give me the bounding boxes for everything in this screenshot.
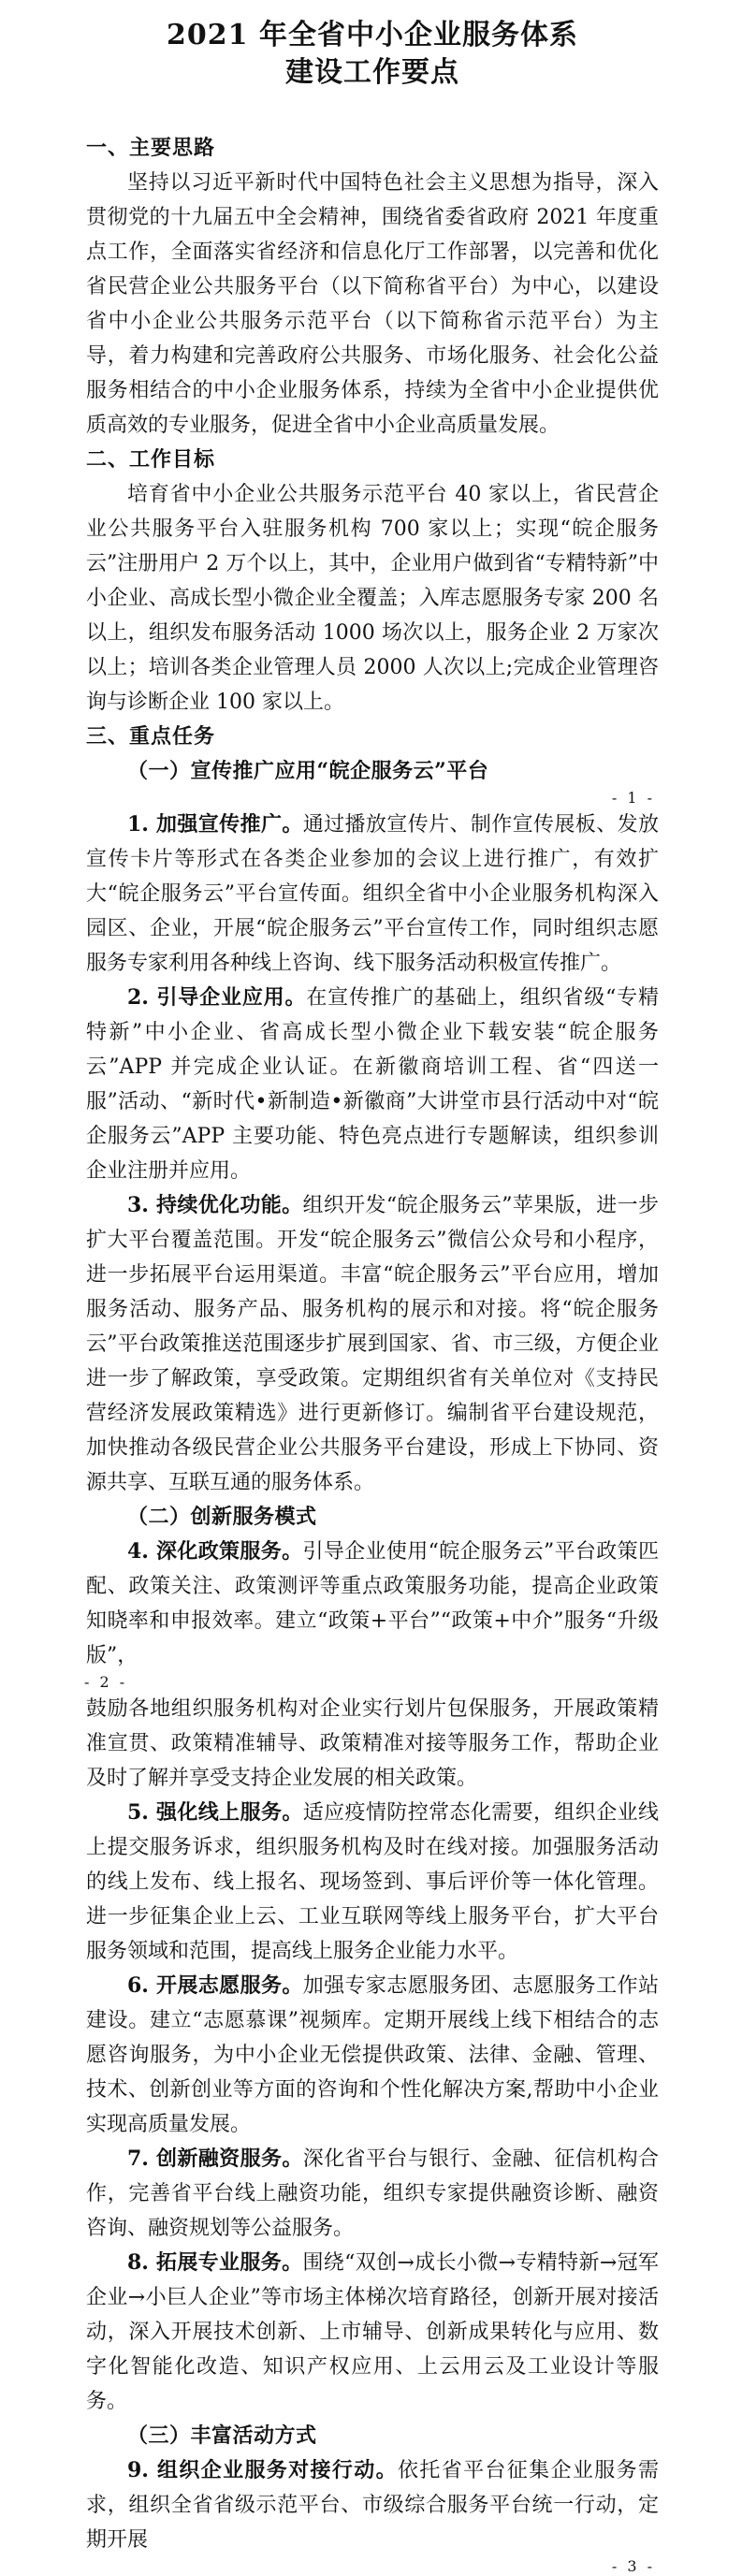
item-6-lead: 6. 开展志愿服务。 xyxy=(127,1973,303,1998)
item-4-lead: 4. 深化政策服务。 xyxy=(127,1539,303,1564)
item-1-lead: 1. 加强宣传推广。 xyxy=(127,812,303,837)
page-number-3: - 3 - xyxy=(611,2557,655,2575)
item-3-lead: 3. 持续优化功能。 xyxy=(127,1193,303,1217)
item-8-text: 围绕“双创→成长小微→专精特新→冠军企业→小巨人企业”等市场主体梯次培育路径，创新开展对接活动，深入开展技术创新、上市辅导、创新成果转化与应用、数字化智能化改造、知识产权应用、上云用云及工业设计等服务。 xyxy=(86,2251,659,2413)
numbered-item-2 xyxy=(86,981,659,1188)
paragraph-main-idea: 坚持以习近平新时代中国特色社会主义思想为指导，深入贯彻党的十九届五中全会精神，围绕省委省政府 2021 年度重点工作，全面落实省经济和信息化厅工作部署，以完善和优化省民营企业公共服务平台（以下简称省平台）为中心，以建设省中小企业公共服务示范平台（以下简称省示范平台）为主导，着力构建和完善政府公共服务、市场化服务、社会化公益服务相结合的中小企业服务体系，持续为全省中小企业提供优质高效的专业服务，促进全省中小企业高质量发展。 xyxy=(86,171,659,437)
item-1-text: 通过播放宣传片、制作宣传展板、发放宣传卡片等形式在各类企业参加的会议上进行推广，有效扩大“皖企服务云”平台宣传面。组织全省中小企业服务机构深入园区、企业，开展“皖企服务云”平台宣传工作，同时组织志愿服务专家利用各种线上咨询、线下服务活动积极宣传推广。 xyxy=(86,813,659,975)
item-2-lead: 2. 引导企业应用。 xyxy=(127,985,307,1010)
section-heading-main-idea: 一、主要思路 xyxy=(86,137,216,160)
title-line-1: 2021 年全省中小企业服务体系 xyxy=(167,19,578,51)
item-9-text: 依托省平台征集企业服务需求，组织全省省级示范平台、市级综合服务平台统一行动，定期开展 xyxy=(86,2459,659,2552)
item-3-text: 组织开发“皖企服务云”苹果版，进一步扩大平台覆盖范围。开发“皖企服务云”微信公众号和小程序，进一步拓展平台运用渠道。丰富“皖企服务云”平台应用，增加服务活动、服务产品、服务机构的展示和对接。将“皖企服务云”平台政策推送范围逐步扩展到国家、省、市三级，方便企业进一步了解政策，享受政策。定期组织省有关单位对《支持民营经济发展政策精选》进行更新修订。编制省平台建设规范，加快推动各级民营企业公共服务平台建设，形成上下协同、资源共享、互联互通的服务体系。 xyxy=(86,1194,659,1494)
paragraph-work-goals: 培育省中小企业公共服务示范平台 40 家以上，省民营企业公共服务平台入驻服务机构 700 家以上；实现“皖企服务云”注册用户 2 万个以上，其中，企业用户做到省“专精特新”中小企业、高成长型小微企业全覆盖；入库志愿服务专家 200 名以上，组织发布服务活动 1000 场次以上，服务企业 2 万家次以上；培训各类企业管理人员 2000 人次以上;完成企业管理咨询与诊断企业 100 家以上。 xyxy=(86,483,659,714)
numbered-item-6 xyxy=(86,1969,659,2142)
item-2-text: 在宣传推广的基础上，组织省级“专精特新”中小企业、省高成长型小微企业下载安装“皖企服务云”APP 并完成企业认证。在新徽商培训工程、省“四送一服”活动、“新时代•新制造•新徽商”大讲堂市县行活动中对“皖企服务云”APP 主要功能、特色亮点进行专题解读，组织参训企业注册并应用。 xyxy=(86,986,659,1183)
item-8-lead: 8. 拓展专业服务。 xyxy=(127,2250,303,2275)
item-9-lead: 9. 组织企业服务对接行动。 xyxy=(127,2458,398,2482)
page-number-2: - 2 - xyxy=(84,1673,128,1691)
item-4-text: 引导企业使用“皖企服务云”平台政策匹配、政策关注、政策测评等重点政策服务功能，提高企业政策知晓率和申报效率。建立“政策+平台”“政策+中介”服务“升级版”， xyxy=(86,1540,659,1667)
subsection-heading-3: （三）丰富活动方式 xyxy=(127,2423,317,2448)
numbered-item-7 xyxy=(86,2142,659,2246)
numbered-item-3 xyxy=(86,1188,659,1500)
numbered-item-4 xyxy=(86,1535,659,1673)
section-heading-work-goals: 二、工作目标 xyxy=(86,448,216,472)
item-7-text: 深化省平台与银行、金融、征信机构合作，完善省平台线上融资功能，组织专家提供融资诊断、融资咨询、融资规划等公益服务。 xyxy=(86,2147,659,2240)
numbered-item-1 xyxy=(86,808,659,981)
numbered-item-5 xyxy=(86,1796,659,1969)
numbered-item-9 xyxy=(86,2453,659,2557)
item-7-lead: 7. 创新融资服务。 xyxy=(127,2147,303,2171)
item-5-lead: 5. 强化线上服务。 xyxy=(127,1800,303,1825)
document-title xyxy=(86,17,659,92)
page-number-1: - 1 - xyxy=(611,789,655,807)
section-heading-key-tasks: 三、重点任务 xyxy=(86,725,216,749)
numbered-item-4-continued: 鼓励各地组织服务机构对企业实行划片包保服务，开展政策精准宣贯、政策精准辅导、政策精准对接等服务工作，帮助企业及时了解并享受支持企业发展的相关政策。 xyxy=(86,1697,659,1790)
title-line-2: 建设工作要点 xyxy=(285,56,459,89)
numbered-item-8 xyxy=(86,2246,659,2419)
subsection-heading-2: （二）创新服务模式 xyxy=(127,1505,317,1529)
item-6-text: 加强专家志愿服务团、志愿服务工作站建设。建立“志愿慕课”视频库。定期开展线上线下相结合的志愿咨询服务，为中小企业无偿提供政策、法律、金融、管理、技术、创新创业等方面的咨询和个性化解决方案,帮助中小企业实现高质量发展。 xyxy=(86,1974,659,2136)
item-5-text: 适应疫情防控常态化需要，组织企业线上提交服务诉求，组织服务机构及时在线对接。加强服务活动的线上发布、线上报名、现场签到、事后评价等一体化管理。进一步征集企业上云、工业互联网等线上服务平台，扩大平台服务领域和范围，提高线上服务企业能力水平。 xyxy=(86,1801,659,1963)
subsection-heading-1: （一）宣传推广应用“皖企服务云”平台 xyxy=(127,759,489,783)
